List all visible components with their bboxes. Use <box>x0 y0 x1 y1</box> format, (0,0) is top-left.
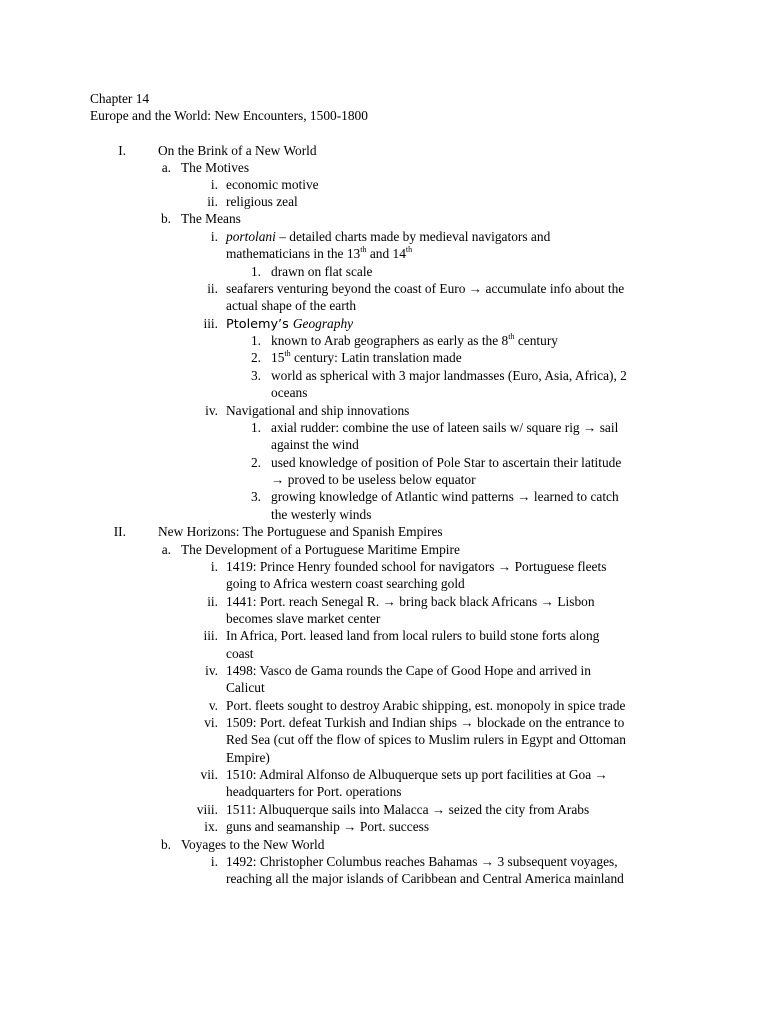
outline-item: 3. world as spherical with 3 major landmasses (Euro, Asia, Africa), 2 <box>250 368 627 383</box>
section-2-heading <box>0 523 768 540</box>
outline-item-continuation: oceans <box>271 385 308 400</box>
subsection-2b-heading: b. Voyages to the New World <box>160 837 325 852</box>
outline-item: 2. 15th century: Latin translation made <box>250 348 462 365</box>
subsection-1a-heading: a. The Motives <box>161 160 250 175</box>
outline-item: 1. known to Arab geographers as early as the 8th century <box>250 331 558 348</box>
outline-item: ii. 1441: Port. reach Senegal R. → bring back black Africans → Lisbon <box>207 594 595 609</box>
outline-item-continuation: coast <box>226 646 254 661</box>
outline-item: i. 1492: Christopher Columbus reaches Bahamas → 3 subsequent voyages, <box>210 854 618 869</box>
outline-item: i. 1419: Prince Henry founded school for navigators → Portuguese fleets <box>210 559 607 574</box>
outline-item: ii. religious zeal <box>207 194 298 209</box>
subsection-1b-heading: b. The Means <box>160 211 241 226</box>
outline-item-continuation: mathematicians in the 13th and 14th <box>226 244 413 261</box>
outline-item-continuation: → proved to be useless below equator <box>271 472 476 487</box>
outline-item: ix. guns and seamanship → Port. success <box>204 819 430 834</box>
outline-item: 1. axial rudder: combine the use of lateen sails w/ square rig → sail <box>250 420 619 435</box>
outline-item: vii. 1510: Admiral Alfonso de Albuquerque sets up port facilities at Goa → <box>200 767 608 782</box>
subsection-2a-heading: a. The Development of a Portuguese Maritime Empire <box>161 542 460 557</box>
outline-item: 2. used knowledge of position of Pole Star to ascertain their latitude <box>250 455 622 470</box>
section-title: On the Brink of a New World <box>158 143 317 158</box>
section-title: New Horizons: The Portuguese and Spanish Empires <box>158 524 443 539</box>
outline-item-continuation: reaching all the major islands of Caribbean and Central America mainland <box>226 871 624 886</box>
outline-item: ii. seafarers venturing beyond the coast of Euro → accumulate info about the <box>207 281 625 296</box>
outline-item-continuation: actual shape of the earth <box>226 298 357 313</box>
outline-item-continuation: headquarters for Port. operations <box>226 784 402 799</box>
outline-item: iii. In Africa, Port. leased land from local rulers to build stone forts along <box>203 628 600 643</box>
outline-item-continuation: the westerly winds <box>271 507 372 522</box>
outline-item: i. economic motive <box>210 177 319 192</box>
outline-item: 3. growing knowledge of Atlantic wind patterns → learned to catch <box>250 489 619 504</box>
outline-item-continuation: Red Sea (cut off the flow of spices to Muslim rulers in Egypt and Ottoman <box>226 732 626 747</box>
section-marker: II. <box>113 524 126 539</box>
term-portolani: portolani <box>226 229 276 244</box>
chapter-title: Europe and the World: New Encounters, 1500-1800 <box>90 108 368 123</box>
outline-item: viii. 1511: Albuquerque sails into Malacca → seized the city from Arabs <box>196 802 590 817</box>
outline-item: iii. Ptolemy’s Geography <box>203 316 354 332</box>
outline-item: 1. drawn on flat scale <box>250 264 373 279</box>
outline-item-continuation: going to Africa western coast searching gold <box>226 576 465 591</box>
outline-item: iv. Navigational and ship innovations <box>205 403 410 418</box>
outline-item-continuation: becomes slave market center <box>226 611 381 626</box>
outline-item: vi. 1509: Port. defeat Turkish and Indian ships → blockade on the entrance to <box>204 715 625 730</box>
section-marker: I. <box>118 143 126 158</box>
outline-item-continuation: against the wind <box>271 437 359 452</box>
outline-item-continuation: Calicut <box>226 680 265 695</box>
outline-item: i. portolani – detailed charts made by medieval navigators and <box>210 229 551 244</box>
outline-item: iv. 1498: Vasco de Gama rounds the Cape of Good Hope and arrived in <box>205 663 591 678</box>
outline-item-continuation: Empire) <box>226 750 270 765</box>
section-1-heading <box>0 142 768 159</box>
outline-item: v. Port. fleets sought to destroy Arabic shipping, est. monopoly in spice trade <box>208 698 626 713</box>
chapter-number: Chapter 14 <box>90 91 150 106</box>
